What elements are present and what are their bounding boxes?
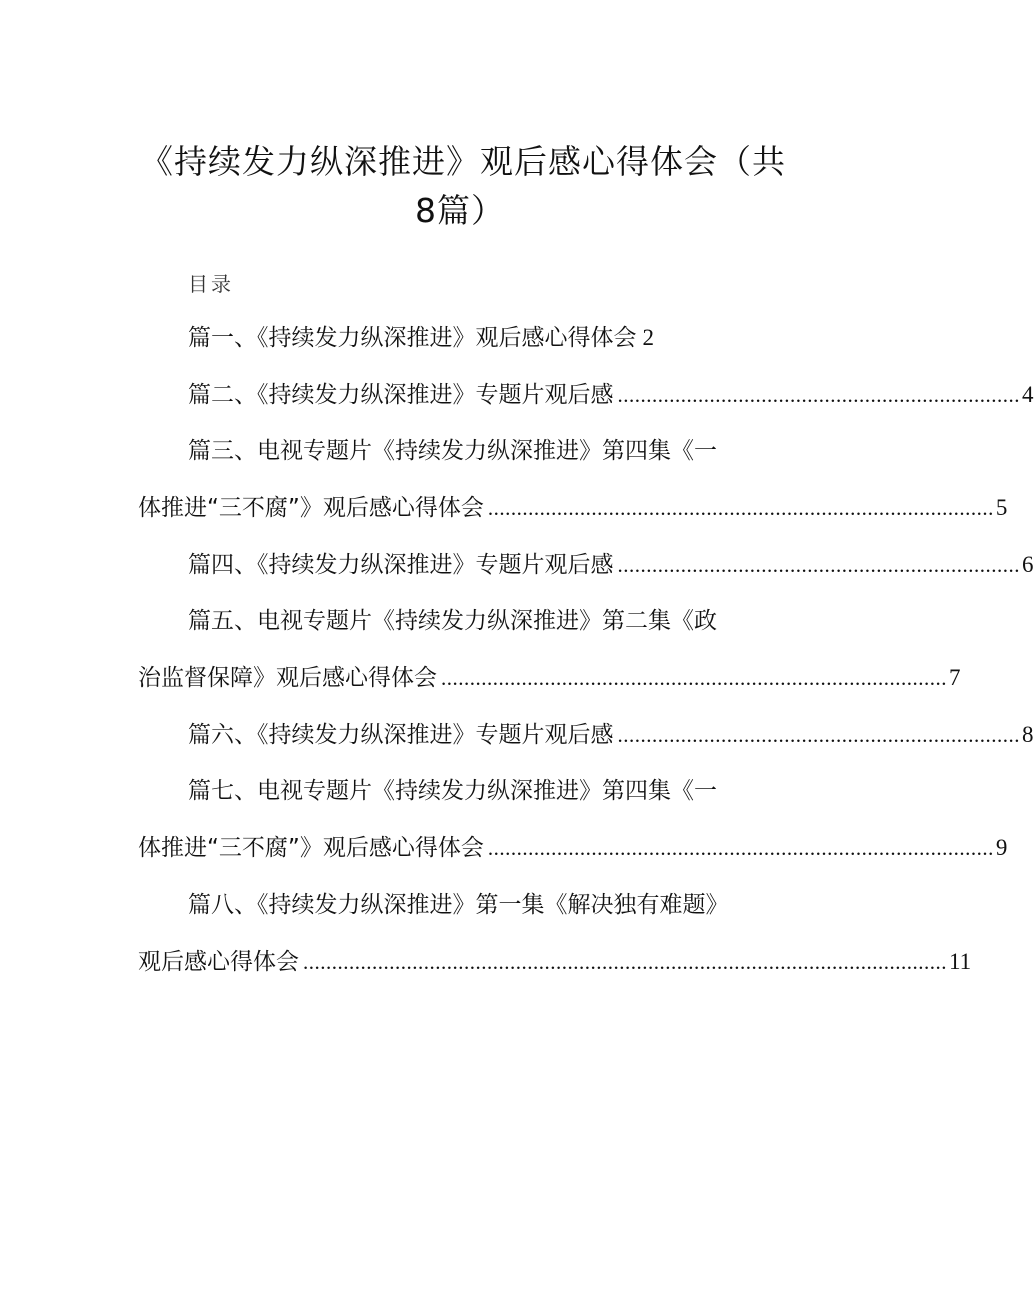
toc-entry-1[interactable] [188, 318, 748, 358]
toc-entry-page: 11 [949, 949, 972, 974]
toc-entry-page: 6 [1022, 552, 1034, 577]
document-title-line1: 《持续发力纵深推进》观后感心得体会（共 [140, 142, 786, 181]
document-title-line2: 8篇） [415, 191, 505, 230]
toc-dot-leader: ................................................................................................................ [303, 950, 947, 974]
toc-entry-8-line1[interactable]: 篇八、《持续发力纵深推进》第一集《解决独有难题》 [188, 892, 729, 918]
toc-entry-page: 8 [1022, 722, 1034, 747]
toc-entry-7-line2[interactable] [138, 828, 1008, 868]
toc-entry-page: 9 [995, 835, 1008, 860]
toc-entry-5-line2[interactable] [138, 658, 961, 698]
toc-dot-leader: ........................................................................................ [441, 666, 947, 690]
toc-heading: 目录 [188, 272, 234, 296]
toc-entry-title: 体推进“三不腐”》观后感心得体会 [138, 495, 484, 521]
toc-entry-8-line2[interactable] [138, 942, 972, 982]
toc-dot-leader: ...................................................................... [617, 723, 1020, 747]
toc-entry-title: 篇一、《持续发力纵深推进》观后感心得体会 [188, 325, 637, 351]
toc-entry-title: 观后感心得体会 [138, 949, 299, 975]
toc-dot-leader: ...................................................................... [617, 383, 1020, 407]
toc-entry-title: 篇四、《持续发力纵深推进》专题片观后感 [188, 552, 614, 578]
toc-entry-4[interactable] [188, 545, 1034, 585]
toc-entry-page: 5 [995, 495, 1008, 520]
toc-entry-title: 治监督保障》观后感心得体会 [138, 665, 437, 691]
toc-entry-page: 7 [949, 665, 961, 690]
toc-entry-6[interactable] [188, 715, 1034, 755]
toc-entry-7-line1[interactable]: 篇七、电视专题片《持续发力纵深推进》第四集《一 [188, 778, 717, 804]
toc-dot-leader: ...................................................................... [617, 553, 1020, 577]
toc-entry-3-line1[interactable]: 篇三、电视专题片《持续发力纵深推进》第四集《一 [188, 438, 717, 464]
toc-entry-page: 4 [1022, 382, 1034, 407]
toc-dot-leader: ........................................................................................ [487, 496, 994, 520]
toc-entry-5-line1[interactable]: 篇五、电视专题片《持续发力纵深推进》第二集《政 [188, 608, 717, 634]
toc-entry-3-line2[interactable] [138, 488, 1008, 528]
toc-entry-title: 篇二、《持续发力纵深推进》专题片观后感 [188, 382, 614, 408]
toc-entry-2[interactable] [188, 375, 1034, 415]
toc-entry-title: 体推进“三不腐”》观后感心得体会 [138, 835, 484, 861]
toc-entry-title: 篇六、《持续发力纵深推进》专题片观后感 [188, 722, 614, 748]
toc-dot-leader: ........................................................................................ [487, 836, 994, 860]
toc-entry-page: 2 [642, 325, 654, 350]
